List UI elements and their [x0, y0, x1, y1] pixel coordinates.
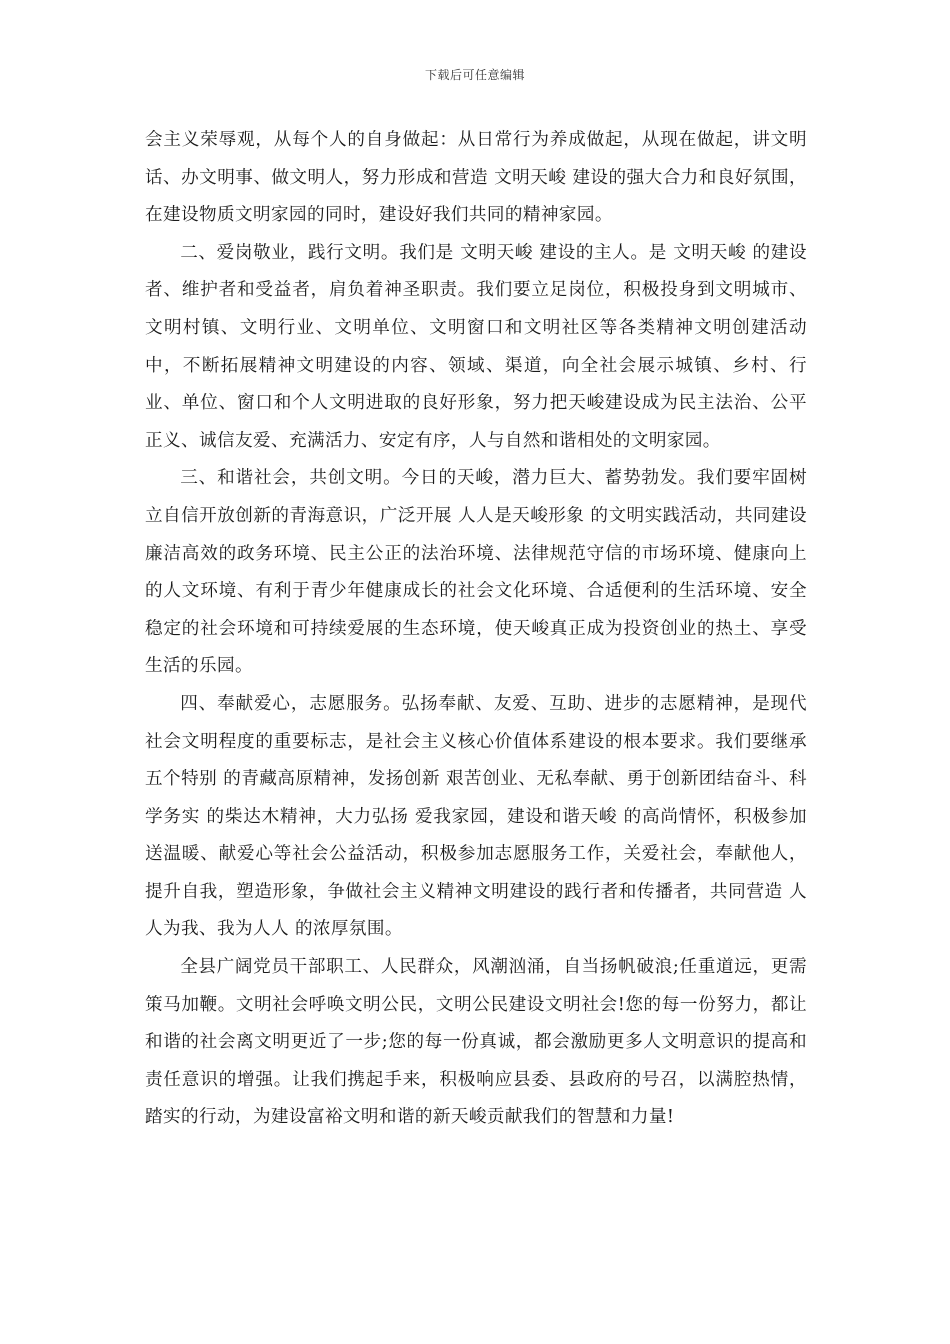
paragraph-section-3: 三、和谐社会，共创文明。今日的天峻，潜力巨大、蓄势勃发。我们要牢固树立自信开放创新的青海意识，广泛开展 人人是天峻形象 的文明实践活动，共同建设廉洁高效的政务环境、民主公正的法治环境、法律规范守信的市场环境、健康向上的人文环境、有利于青少年健康成长的社会文化环境、合适便利的生活环境、安全稳定的社会环境和可持续爱展的生态环境，使天峻真正成为投资创业的热土、享受生活的乐园。 — [145, 468, 807, 677]
paragraph-section-2: 二、爱岗敬业，践行文明。我们是 文明天峻 建设的主人。是 文明天峻 的建设者、维护者和受益者，肩负着神圣职责。我们要立足岗位，积极投身到文明城市、文明村镇、文明行业、文明单位、文明窗口和文明社区等各类精神文明创建活动中，不断拓展精神文明建设的内容、领域、渠道，向全社会展示城镇、乡村、行业、单位、窗口和个人文明进取的良好形象，努力把天峻建设成为民主法治、公平正义、诚信友爱、充满活力、安定有序，人与自然和谐相处的文明家园。 — [145, 242, 807, 451]
paragraph-continuation: 会主义荣辱观，从每个人的自身做起：从日常行为养成做起，从现在做起，讲文明话、办文明事、做文明人，努力形成和营造 文明天峻 建设的强大合力和良好氛围，在建设物质文明家园的同时，建设好我们共同的精神家园。 — [145, 130, 807, 226]
paragraph-closing: 全县广阔党员干部职工、人民群众，风潮汹涌，自当扬帆破浪;任重道远，更需策马加鞭。文明社会呼唤文明公民，文明公民建设文明社会!您的每一份努力，都让和谐的社会离文明更近了一步;您的每一份真诚，都会激励更多人文明意识的提高和责任意识的增强。让我们携起手来，积极响应县委、县政府的号召，以满腔热情，踏实的行动，为建设富裕文明和谐的新天峻贡献我们的智慧和力量! — [145, 957, 807, 1128]
paragraph-section-4: 四、奉献爱心，志愿服务。弘扬奉献、友爱、互助、进步的志愿精神，是现代社会文明程度的重要标志，是社会主义核心价值体系建设的根本要求。我们要继承 五个特别 的青藏高原精神，发扬创新 艰苦创业、无私奉献、勇于创新团结奋斗、科学务实 的柴达木精神，大力弘扬 爱我家园，建设和谐天峻 的高尚情怀，积极参加送温暖、献爱心等社会公益活动，积极参加志愿服务工作，关爱社会，奉献他人，提升自我，塑造形象，争做社会主义精神文明建设的践行者和传播者，共同营造 人人为我、我为人人 的浓厚氛围。 — [145, 693, 807, 940]
header-note: 下载后可任意编辑 — [424, 68, 525, 82]
document-body — [145, 122, 807, 1137]
